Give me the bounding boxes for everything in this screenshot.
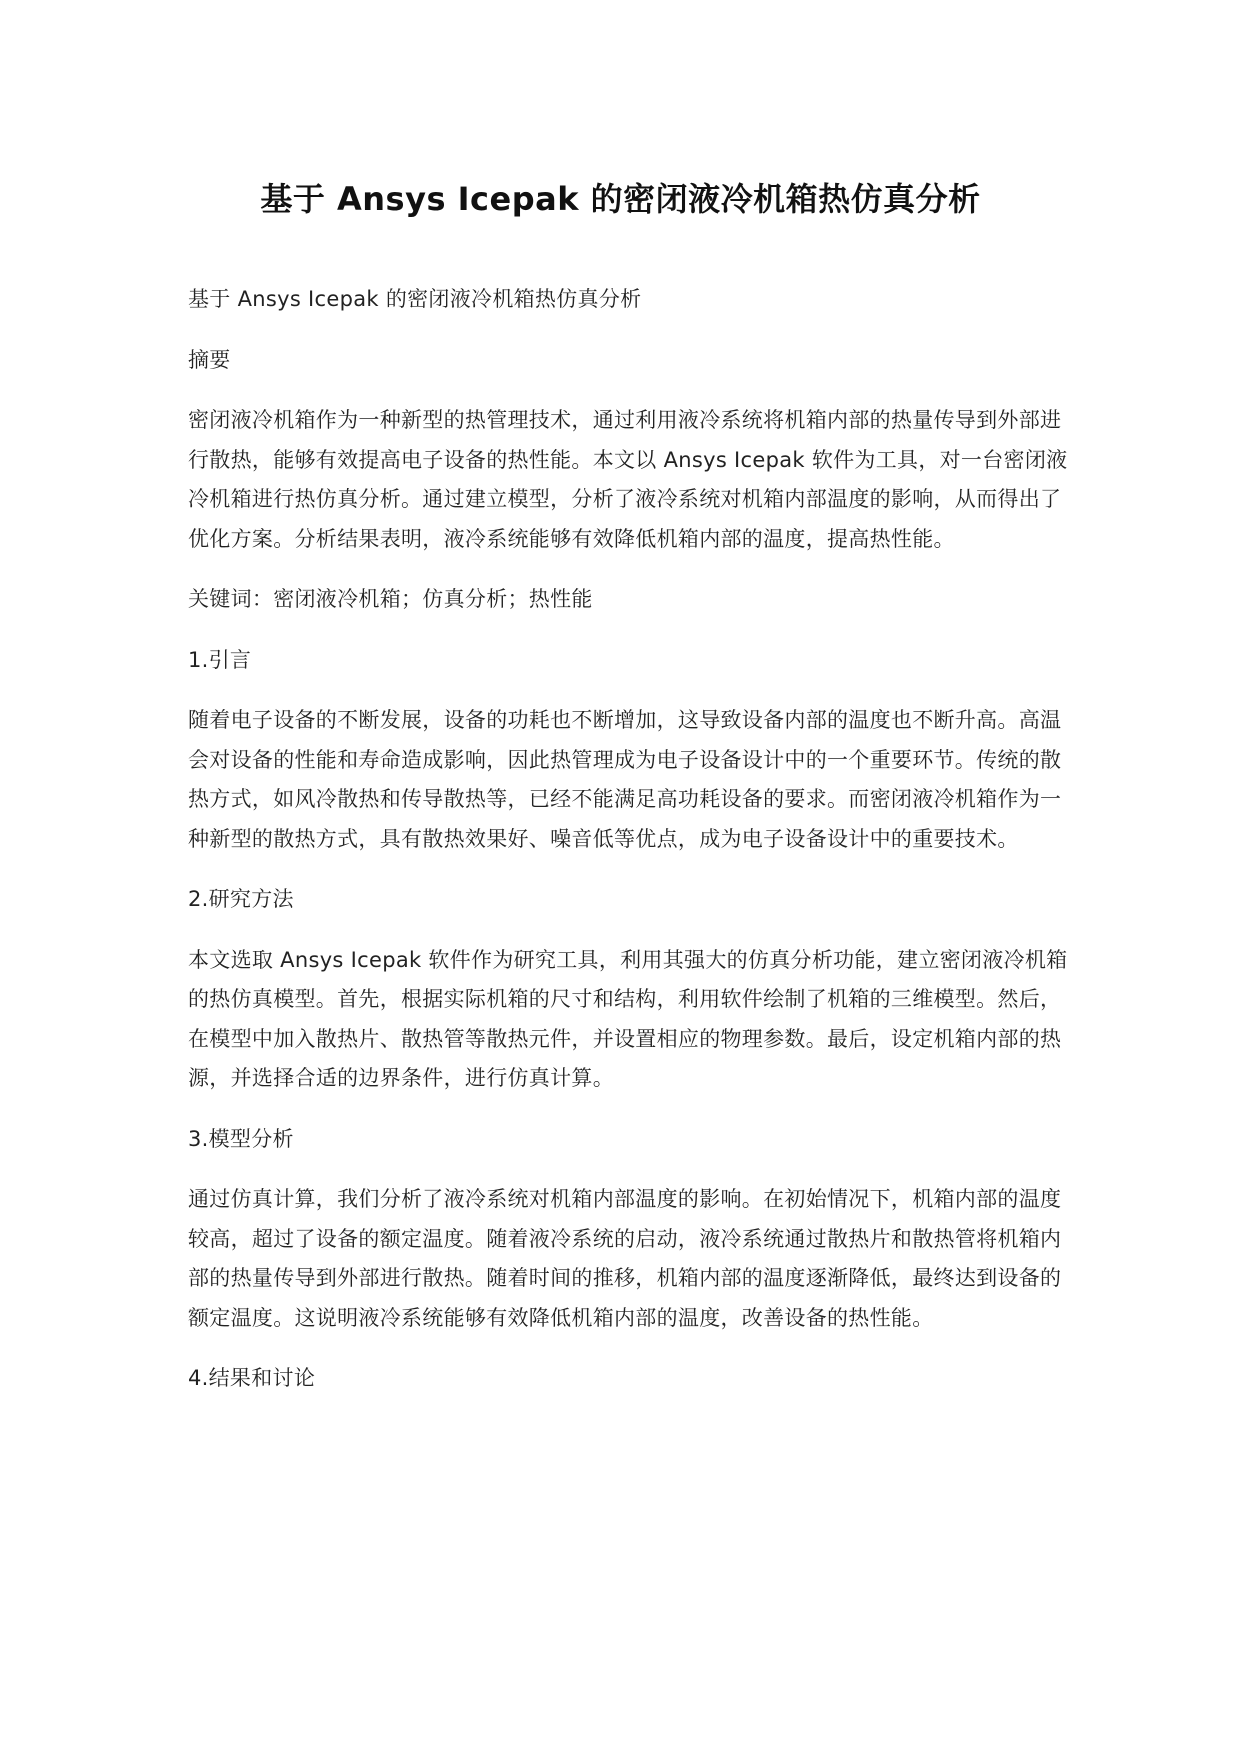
document-title: 基于 Ansys Icepak 的密闭液冷机箱热仿真分析 <box>260 180 981 218</box>
document-body <box>188 280 1076 1399</box>
section-text-introduction: 随着电子设备的不断发展，设备的功耗也不断增加，这导致设备内部的温度也不断升高。高温会对设备的性能和寿命造成影响，因此热管理成为电子设备设计中的一个重要环节。传统的散热方式，如风冷散热和传导散热等，已经不能满足高功耗设备的要求。而密闭液冷机箱作为一种新型的散热方式，具有散热效果好、噪音低等优点，成为电子设备设计中的重要技术。 <box>188 708 1062 851</box>
section-heading-methods: 2.研究方法 <box>188 887 294 911</box>
section-heading-results: 4.结果和讨论 <box>188 1366 316 1390</box>
section-heading-model-analysis: 3.模型分析 <box>188 1126 294 1151</box>
abstract-text: 密闭液冷机箱作为一种新型的热管理技术，通过利用液冷系统将机箱内部的热量传导到外部进行散热，能够有效提高电子设备的热性能。本文以 Ansys Icepak 软件为工具，对一台密闭液冷机箱进行热仿真分析。通过建立模型，分析了液冷系统对机箱内部温度的影响，从而得出了优化方案。分析结果表明，液冷系统能够有效降低机箱内部的温度，提高热性能。 <box>188 408 1068 551</box>
abstract-heading: 摘要 <box>188 347 231 372</box>
document-subtitle: 基于 Ansys Icepak 的密闭液冷机箱热仿真分析 <box>188 287 642 311</box>
section-text-model-analysis: 通过仿真计算，我们分析了液冷系统对机箱内部温度的影响。在初始情况下，机箱内部的温度较高，超过了设备的额定温度。随着液冷系统的启动，液冷系统通过散热片和散热管将机箱内部的热量传导到外部进行散热。随着时间的推移，机箱内部的温度逐渐降低，最终达到设备的额定温度。这说明液冷系统能够有效降低机箱内部的温度，改善设备的热性能。 <box>188 1187 1062 1330</box>
keywords: 关键词：密闭液冷机箱；仿真分析；热性能 <box>188 587 593 611</box>
section-heading-introduction: 1.引言 <box>188 647 252 672</box>
section-text-methods: 本文选取 Ansys Icepak 软件作为研究工具，利用其强大的仿真分析功能，建立密闭液冷机箱的热仿真模型。首先，根据实际机箱的尺寸和结构，利用软件绘制了机箱的三维模型。然后，在模型中加入散热片、散热管等散热元件，并设置相应的物理参数。最后，设定机箱内部的热源，并选择合适的边界条件，进行仿真计算。 <box>188 947 1068 1090</box>
